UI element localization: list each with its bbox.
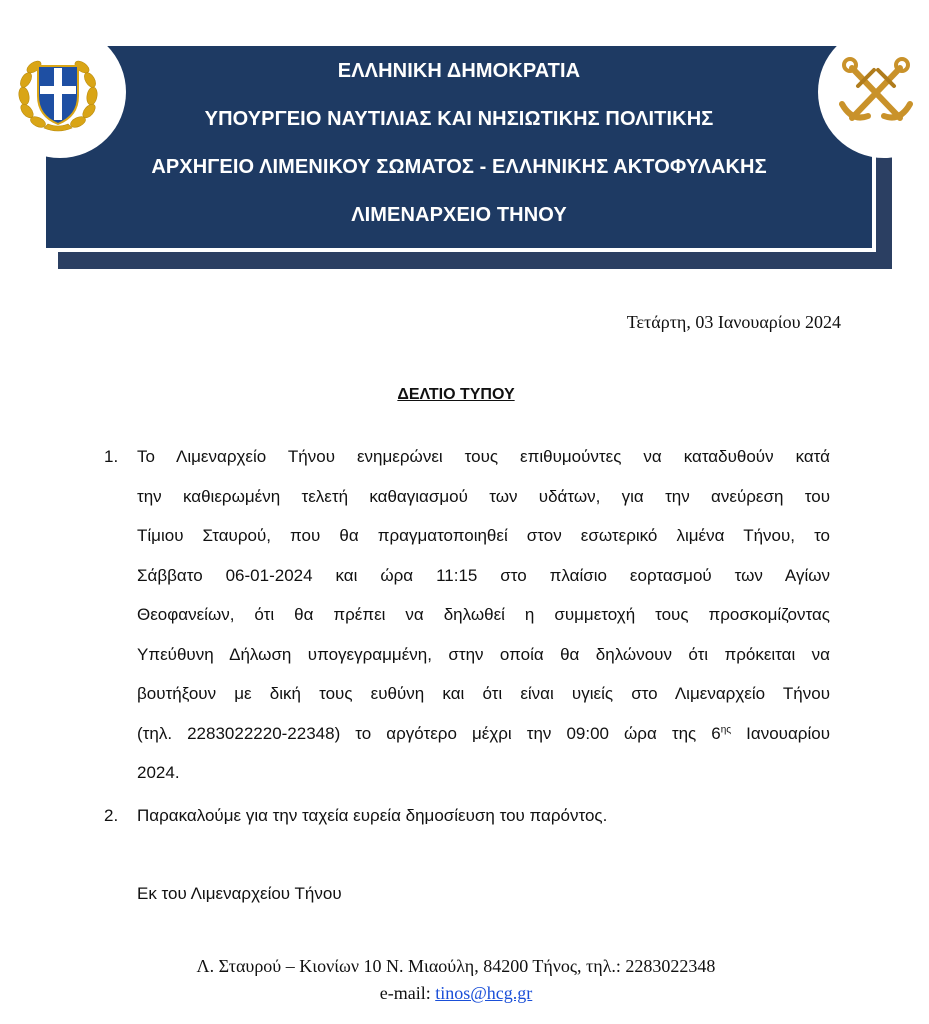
paragraph-line: Παρακαλούμε για την ταχεία ευρεία δημοσίευση του παρόντος. — [137, 806, 608, 825]
header-line-coastguard: ΑΡΧΗΓΕΙΟ ΛΙΜΕΝΙΚΟΥ ΣΩΜΑΤΟΣ - ΕΛΛΗΝΙΚΗΣ ΑΚΤΟΦΥΛΑΚΗΣ — [151, 156, 767, 178]
line-text: (τηλ. 2283022220-22348) το αργότερο μέχρι την 09:00 ώρα της 6 — [137, 723, 721, 743]
paragraph-line: βουτήξουν με δική τους ευθύνη και ότι είναι υγιείς στο Λιμεναρχείο Τήνου — [137, 684, 830, 703]
crossed-anchors-icon — [836, 56, 916, 128]
paragraph-line: Το Λιμεναρχείο Τήνου ενημερώνει τους επιθυμούντες να καταδυθούν κατά — [137, 447, 830, 466]
header-line-republic: ΕΛΛΗΝΙΚΗ ΔΗΜΟΚΡΑΤΙΑ — [337, 60, 581, 82]
footer-address: Λ. Σταυρού – Κιονίων 10 Ν. Μιαούλη, 84200 Τήνος, τηλ.: 2283022348 — [196, 956, 716, 976]
greek-coat-of-arms-icon — [14, 52, 102, 134]
paragraph-line: την καθιερωμένη τελετή καθαγιασμού των υδάτων, για την ανεύρεση του — [137, 486, 830, 506]
paragraph-line — [137, 714, 830, 754]
footer-email-line — [0, 983, 912, 1004]
paragraph-line: Θεοφανείων, ότι θα πρέπει να δηλωθεί η συμμετοχή τους προσκομίζοντας — [137, 605, 830, 624]
list-item-text — [137, 796, 830, 836]
list-item-number: 2. — [104, 806, 119, 825]
paragraph-line: Σάββατο 06-01-2024 και ώρα 11:15 στο πλαίσιο εορτασμού των Αγίων — [137, 565, 830, 585]
document-title: ΔΕΛΤΙΟ ΤΥΠΟΥ — [397, 386, 515, 403]
ordinal-suffix: ης — [720, 723, 732, 735]
header-line-ministry: ΥΠΟΥΡΓΕΙΟ ΝΑΥΤΙΛΙΑΣ ΚΑΙ ΝΗΣΙΩΤΙΚΗΣ ΠΟΛΙΤΙΚΗΣ — [204, 108, 714, 130]
paragraph-line: 2024. — [137, 763, 180, 782]
signature-line: Εκ του Λιμεναρχείου Τήνου — [137, 884, 342, 903]
document-date: Τετάρτη, 03 Ιανουαρίου 2024 — [626, 312, 841, 332]
line-text: Ιανουαρίου — [731, 723, 831, 743]
list-item-number: 1. — [104, 447, 119, 466]
email-link[interactable]: tinos@hcg.gr — [435, 983, 533, 1003]
header-banner — [46, 46, 876, 252]
header-line-port-authority: ΛΙΜΕΝΑΡΧΕΙΟ ΤΗΝΟΥ — [351, 204, 567, 226]
paragraph-line: Τίμιου Σταυρού, που θα πραγματοποιηθεί στον εσωτερικό λιμένα Τήνου, το — [137, 526, 830, 545]
email-label: e-mail: — [379, 983, 431, 1003]
list-item-text — [137, 437, 830, 793]
paragraph-line: Υπεύθυνη Δήλωση υπογεγραμμένη, στην οποία θα δηλώνουν ότι πρόκειται να — [137, 644, 830, 664]
